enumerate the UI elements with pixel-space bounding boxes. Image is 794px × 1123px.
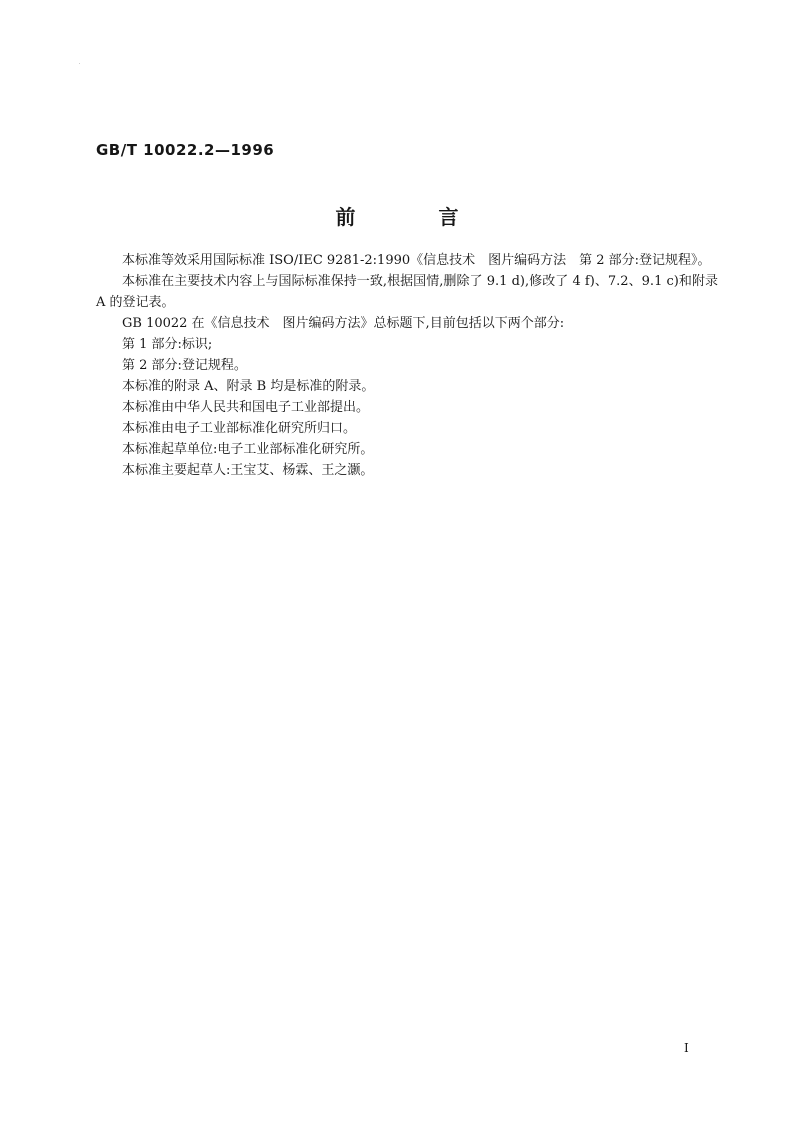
paragraph-proposed-by: 本标准由中华人民共和国电子工业部提出。 <box>122 400 370 415</box>
standard-number: GB/T 10022.2—1996 <box>96 141 275 159</box>
paragraph-drafting-unit: 本标准起草单位:电子工业部标准化研究所。 <box>122 442 374 457</box>
foreword-body <box>96 250 718 481</box>
paragraph-annexes: 本标准的附录 A、附录 B 均是标准的附录。 <box>122 379 375 394</box>
paragraph-adoption: 本标准等效采用国际标准 ISO/IEC 9281-2:1990《信息技术 图片编码方法 第 2 部分:登记规程》。 <box>122 253 711 268</box>
paragraph-series-parts: GB 10022 在《信息技术 图片编码方法》总标题下,目前包括以下两个部分: <box>122 316 565 331</box>
paragraph-part-1: 第 1 部分:标识; <box>122 337 213 352</box>
paragraph-centralized-by: 本标准由电子工业部标准化研究所归口。 <box>122 421 357 436</box>
paragraph-modifications: 本标准在主要技术内容上与国际标准保持一致,根据国情,删除了 9.1 d),修改了 4 f)、7.2、9.1 c)和附录 A 的登记表。 <box>96 274 718 310</box>
page-number: I <box>684 1041 689 1055</box>
scan-speck <box>79 63 80 64</box>
paragraph-drafters: 本标准主要起草人:王宝艾、杨霖、王之灏。 <box>122 463 374 478</box>
section-title-foreword: 前 言 <box>335 205 497 229</box>
paragraph-part-2: 第 2 部分:登记规程。 <box>122 358 247 373</box>
